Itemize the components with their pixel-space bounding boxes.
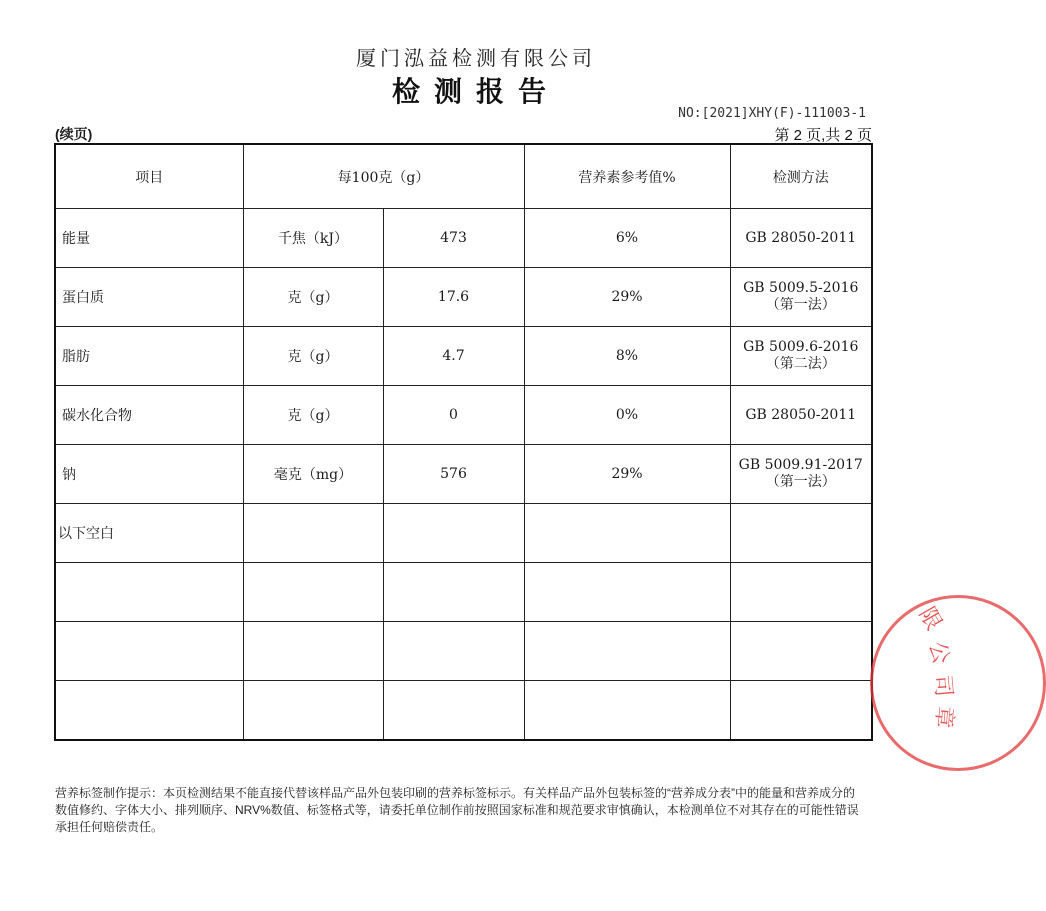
empty-cell bbox=[243, 504, 383, 563]
row-item: 能量 bbox=[55, 209, 243, 268]
empty-cell bbox=[55, 563, 243, 622]
table-row-blank bbox=[55, 681, 872, 741]
empty-cell bbox=[730, 563, 872, 622]
table-row bbox=[55, 209, 872, 268]
table-row bbox=[55, 445, 872, 504]
empty-cell bbox=[383, 504, 524, 563]
empty-cell bbox=[243, 681, 383, 741]
row-nrv: 29% bbox=[524, 268, 730, 327]
row-unit: 毫克（mg） bbox=[243, 445, 383, 504]
empty-cell bbox=[524, 563, 730, 622]
page-number: 第 2 页,共 2 页 bbox=[774, 127, 872, 144]
continued-label: (续页) bbox=[55, 126, 93, 142]
nutrition-table bbox=[54, 143, 873, 741]
row-value: 473 bbox=[383, 209, 524, 268]
table-row-blank bbox=[55, 504, 872, 563]
row-method: GB 5009.6-2016（第二法） bbox=[730, 327, 872, 386]
row-value: 0 bbox=[383, 386, 524, 445]
row-nrv: 8% bbox=[524, 327, 730, 386]
seal-char: 司 bbox=[929, 673, 956, 699]
row-method: GB 5009.91-2017（第一法） bbox=[730, 445, 872, 504]
footnote: 营养标签制作提示：本页检测结果不能直接代替该样品产品外包装印刷的营养标签标示。有关样品产品外包装标签的“营养成分表”中的能量和营养成分的数值修约、字体大小、排列顺序、NRV%数值、标签格式等，请委托单位制作前按照国家标准和规范要求审慎确认，本检测单位不对其存在的可能性错误承担任何赔偿责任。 bbox=[55, 786, 859, 834]
empty-cell bbox=[730, 681, 872, 741]
row-method: GB 5009.5-2016（第一法） bbox=[730, 268, 872, 327]
empty-cell bbox=[243, 622, 383, 681]
empty-cell bbox=[730, 504, 872, 563]
row-unit: 克（g） bbox=[243, 327, 383, 386]
row-item: 钠 bbox=[55, 445, 243, 504]
table-row bbox=[55, 268, 872, 327]
header-per100: 每100克（g） bbox=[243, 144, 524, 209]
empty-cell bbox=[730, 622, 872, 681]
seal-text bbox=[902, 603, 957, 732]
row-nrv: 6% bbox=[524, 209, 730, 268]
row-unit: 克（g） bbox=[243, 268, 383, 327]
header-item: 项目 bbox=[55, 144, 243, 209]
row-item: 碳水化合物 bbox=[55, 386, 243, 445]
table-row-blank bbox=[55, 622, 872, 681]
row-unit: 千焦（kJ） bbox=[243, 209, 383, 268]
row-method: GB 28050-2011 bbox=[730, 386, 872, 445]
row-unit: 克（g） bbox=[243, 386, 383, 445]
table-row bbox=[55, 327, 872, 386]
report-title: 检测报告 bbox=[391, 75, 560, 108]
row-nrv: 0% bbox=[524, 386, 730, 445]
row-value: 4.7 bbox=[383, 327, 524, 386]
table-row-blank bbox=[55, 563, 872, 622]
seal-char: 公 bbox=[923, 639, 954, 667]
seal-char: 限 bbox=[913, 603, 947, 635]
empty-cell bbox=[524, 681, 730, 741]
header-method: 检测方法 bbox=[730, 144, 872, 209]
company-name: 厦门泓益检测有限公司 bbox=[356, 46, 596, 70]
empty-cell bbox=[524, 504, 730, 563]
report-number: NO:[2021]XHY(F)-111003-1 bbox=[678, 106, 866, 121]
row-item: 蛋白质 bbox=[55, 268, 243, 327]
row-nrv: 29% bbox=[524, 445, 730, 504]
seal-char: 章 bbox=[930, 704, 957, 730]
blank-label: 以下空白 bbox=[55, 504, 243, 563]
empty-cell bbox=[383, 563, 524, 622]
table-header-row bbox=[55, 144, 872, 209]
empty-cell bbox=[383, 681, 524, 741]
company-seal bbox=[870, 595, 1046, 771]
empty-cell bbox=[243, 563, 383, 622]
empty-cell bbox=[383, 622, 524, 681]
row-value: 576 bbox=[383, 445, 524, 504]
empty-cell bbox=[524, 622, 730, 681]
empty-cell bbox=[55, 681, 243, 741]
row-item: 脂肪 bbox=[55, 327, 243, 386]
table-row bbox=[55, 386, 872, 445]
row-method: GB 28050-2011 bbox=[730, 209, 872, 268]
row-value: 17.6 bbox=[383, 268, 524, 327]
header-nrv: 营养素参考值% bbox=[524, 144, 730, 209]
empty-cell bbox=[55, 622, 243, 681]
